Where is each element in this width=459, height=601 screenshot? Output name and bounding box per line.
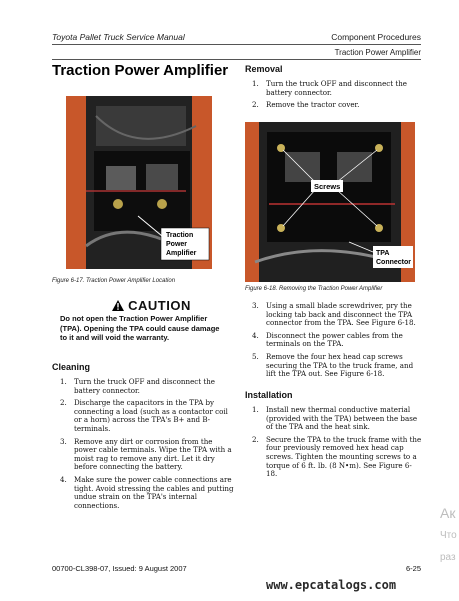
- subsection-title: Traction Power Amplifier: [334, 48, 421, 57]
- list-item: 4. Disconnect the power cables from the terminals on the TPA.: [252, 330, 403, 349]
- warning-triangle-icon: [112, 298, 128, 313]
- cleaning-steps: [60, 378, 235, 514]
- caution-text: Do not open the Traction Power Amplifier (TPA). Opening the TPA could cause damage to it and will void the warranty.: [60, 314, 220, 342]
- list-item: 1. Install new thermal conductive material (provided with the TPA) between the base of the TPA and the heat sink.: [252, 405, 418, 432]
- list-item: 3. Using a small blade screwdriver, pry the locking tab back and disconnect the TPA connector from the TPA. See Figure 6-18.: [252, 301, 416, 328]
- list-item: 4. Make sure the power cable connections are tight. Avoid stressing the cables and putting undue strain on the TPA's internal connections.: [60, 474, 234, 510]
- figure-6-18-caption: Figure 6-18. Removing the Traction Power Amplifier: [245, 286, 383, 292]
- side-ghost-text-1: Ак: [440, 505, 456, 521]
- removal-steps-b: [252, 302, 422, 383]
- side-ghost-text-2: Что: [440, 530, 457, 541]
- list-item: 1. Turn the truck OFF and disconnect the battery connector.: [252, 79, 407, 97]
- manual-title: Toyota Pallet Truck Service Manual: [52, 32, 185, 42]
- section-title: Component Procedures: [331, 32, 421, 42]
- installation-heading: Installation: [245, 390, 293, 400]
- cleaning-heading: Cleaning: [52, 362, 91, 372]
- removal-steps-a: [252, 80, 422, 114]
- list-item: 5. Remove the four hex head cap screws securing the TPA to the truck frame, and lift the TPA out. See Figure 6-18.: [252, 351, 414, 379]
- watermark-text: www.epcatalogs.com: [266, 578, 397, 592]
- tpa-label-line-1: Traction: [166, 232, 194, 239]
- removal-heading: Removal: [245, 64, 283, 74]
- tpa-connector-label-2: Connector: [376, 259, 411, 266]
- caution-label: CAUTION: [128, 298, 191, 313]
- header-rule: [52, 44, 421, 45]
- caution-heading: [112, 298, 191, 313]
- tpa-label-line-3: Amplifier: [166, 250, 197, 257]
- side-ghost-text-3: раз: [440, 552, 456, 563]
- list-item: 3. Remove any dirt or corrosion from the power cable terminals. Wipe the TPA with a moist rag to remove any dirt. Let it dry before connecting the battery.: [60, 436, 232, 472]
- list-item: 2. Discharge the capacitors in the TPA by connecting a load (such as a contactor coil or a horn) across the TPA's B+ and B- terminals.: [60, 398, 228, 433]
- figure-6-17-photo: [66, 96, 212, 269]
- page-title: Traction Power Amplifier: [52, 62, 229, 79]
- figure-6-17-caption: Figure 6-17. Traction Power Amplifier Location: [52, 278, 176, 284]
- screws-label: Screws: [314, 182, 341, 191]
- header-rule-2: [52, 59, 421, 60]
- list-item: 1. Turn the truck OFF and disconnect the battery connector.: [60, 377, 215, 395]
- list-item: 2. Remove the tractor cover.: [252, 100, 360, 110]
- installation-steps: [252, 406, 422, 483]
- tpa-label-line-2: Power: [166, 241, 188, 248]
- figure-6-18-photo: [245, 122, 415, 282]
- document-issue-info: 00700-CL398-07, Issued: 9 August 2007: [52, 564, 187, 573]
- tpa-connector-label-1: TPA: [376, 250, 390, 257]
- list-item: 2. Secure the TPA to the truck frame with the four previously removed hex head cap screws. Tighten the mounting screws to a torque of 6 ft. lb. (8 N•m). See Figure 6-18.: [252, 434, 422, 479]
- page-number: 6-25: [405, 564, 421, 573]
